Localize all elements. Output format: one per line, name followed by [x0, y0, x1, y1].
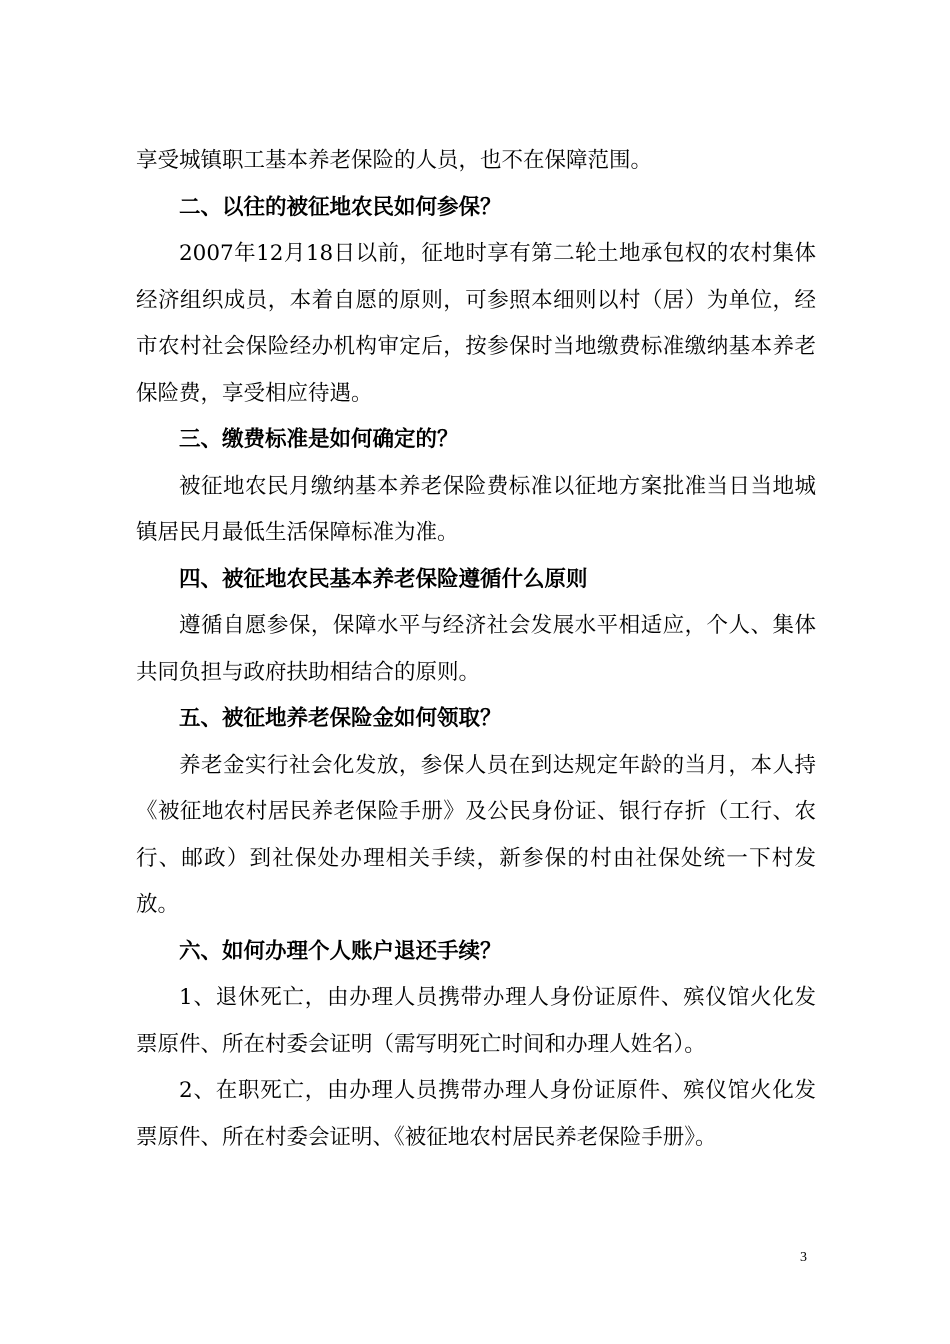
- document-body: [136, 138, 816, 1161]
- heading-section-5: 五、被征地养老保险金如何领取？: [179, 706, 502, 731]
- page-number: 3: [800, 1250, 807, 1265]
- paragraph-section-2: 2007年12月18日以前，征地时享有第二轮土地承包权的农村集体经济组织成员，本着自愿的原则，可参照本细则以村（居）为单位，经市农村社会保险经办机构审定后，按参保时当地缴费标准缴纳基本养老保险费，享受相应待遇。: [136, 241, 816, 406]
- paragraph-section-6-item-2: 2、在职死亡，由办理人员携带办理人身份证原件、殡仪馆火化发票原件、所在村委会证明、《被征地农村居民养老保险手册》。: [136, 1078, 816, 1150]
- heading-section-2: 二、以往的被征地农民如何参保？: [179, 194, 502, 220]
- paragraph-section-4: 遵循自愿参保，保障水平与经济社会发展水平相适应，个人、集体共同负担与政府扶助相结合的原则。: [136, 613, 816, 685]
- paragraph-section-6-item-1: 1、退休死亡，由办理人员携带办理人身份证原件、殡仪馆火化发票原件、所在村委会证明（需写明死亡时间和办理人姓名）。: [136, 985, 816, 1057]
- heading-section-4: 四、被征地农民基本养老保险遵循什么原则: [179, 566, 588, 592]
- heading-section-6: 六、如何办理个人账户退还手续？: [179, 938, 502, 964]
- heading-section-3: 三、缴费标准是如何确定的？: [179, 427, 459, 452]
- paragraph-section-5: 养老金实行社会化发放，参保人员在到达规定年龄的当月，本人持《被征地农村居民养老保险手册》及公民身份证、银行存折（工行、农行、邮政）到社保处办理相关手续，新参保的村由社保处统一下村发放。: [136, 752, 816, 917]
- paragraph-continued: 享受城镇职工基本养老保险的人员，也不在保障范围。: [136, 148, 653, 173]
- paragraph-section-3: 被征地农民月缴纳基本养老保险费标准以征地方案批准当日当地城镇居民月最低生活保障标准为准。: [136, 473, 816, 545]
